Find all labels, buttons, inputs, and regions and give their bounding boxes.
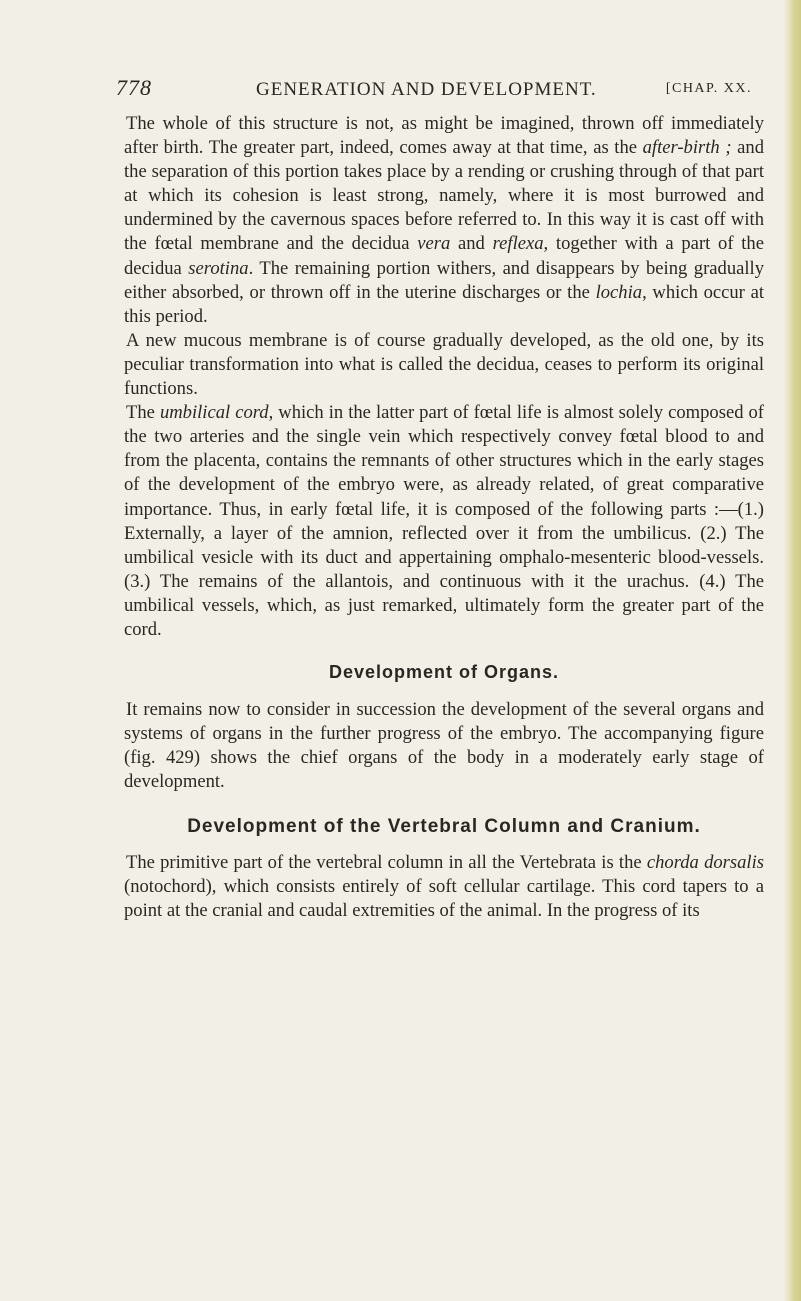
paragraph-afterbirth: The whole of this structure is not, as might be imagined, thrown off immediately after birth. The greater part, indeed, comes away at that time, as the after-birth ; and the separation of this portion takes place by a rending or crushing through of that part at which its cohesion is least strong, namely, where it is most burrowed and undermined by the cavernous spaces before referred to. In this way it is cast off with the fœtal membrane and the decidua vera and reflexa, together with a part of the decidua serotina. The remaining portion withers, and disappears by being gradually either absorbed, or thrown off in the uterine discharges or the lochia, which occur at this period. bbox=[124, 113, 764, 327]
section-heading-organs: Development of Organs. bbox=[328, 662, 560, 683]
paragraph-vertebral-column: The primitive part of the vertebral column in all the Vertebrata is the chorda dorsalis (notochord), which consists entirely of soft cellular cartilage. This cord tapers to a point at the cranial and caudal extremities of the animal. In the progress of its bbox=[124, 851, 764, 921]
page-number: 778 bbox=[116, 75, 152, 100]
page-edge bbox=[783, 0, 801, 1301]
paragraph-umbilical-cord: The umbilical cord, which in the latter part of fœtal life is almost solely composed of the two arteries and the single vein which respectively convey fœtal blood to and from the placenta, contains the remnants of other structures which in the early stages of the development of the embryo were, as already related, of great comparative importance. Thus, in early fœtal life, it is composed of the following parts :—(1.) Externally, a layer of the amnion, reflected over it from the umbilicus. (2.) The umbilical vesicle with its duct and appertaining omphalo-mesenteric blood-vessels. (3.) The remains of the allantois, and continuous with it the urachus. (4.) The umbilical vessels, which, as just remarked, ultimately form the greater part of the cord. bbox=[124, 402, 765, 640]
paragraph-mucous-membrane: A new mucous membrane is of course gradually developed, as the old one, by its peculiar transformation into what is called the decidua, ceases to perform its original functions. bbox=[124, 329, 764, 400]
running-header bbox=[116, 75, 752, 105]
chapter-label: [CHAP. XX. bbox=[665, 81, 752, 96]
section-heading-vertebral-column: Development of the Vertebral Column and Cranium. bbox=[187, 815, 701, 837]
paragraph-organs: It remains now to consider in succession the development of the several organs and systems of organs in the further progress of the embryo. The accompanying figure (fig. 429) shows the chief organs of the body in a moderately early stage of development. bbox=[124, 699, 764, 793]
body-text bbox=[124, 112, 764, 923]
running-title: GENERATION AND DEVELOPMENT. bbox=[256, 79, 597, 100]
